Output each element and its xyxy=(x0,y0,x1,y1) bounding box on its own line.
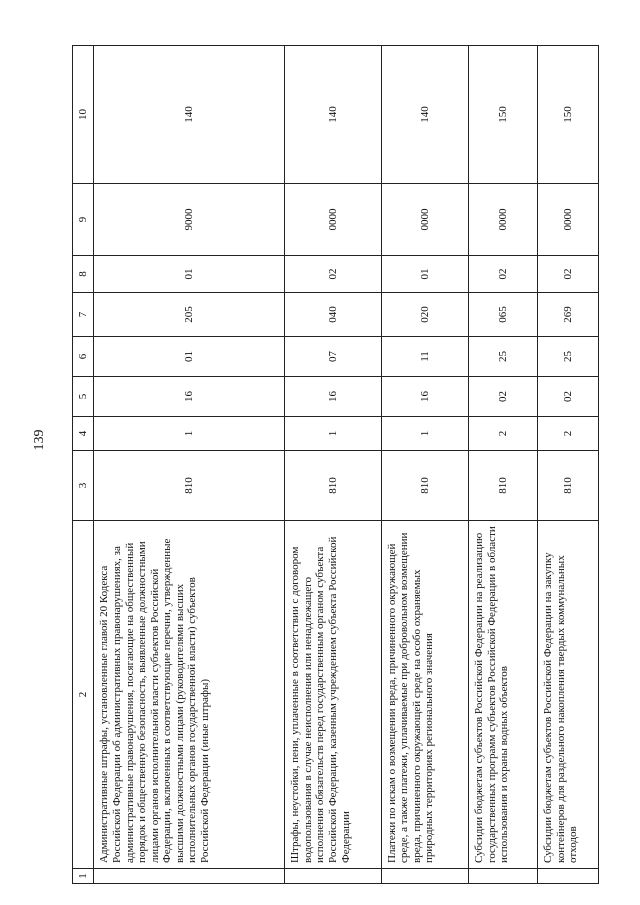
table-cell: 25 xyxy=(538,337,599,377)
table-cell: 150 xyxy=(538,46,599,184)
table-cell xyxy=(381,869,468,884)
header-cell: 2 xyxy=(73,521,94,869)
table-cell: 810 xyxy=(285,451,381,521)
table-cell: 2 xyxy=(468,417,537,451)
table-cell: 25 xyxy=(468,337,537,377)
table-cell: 810 xyxy=(468,451,537,521)
table-cell: 01 xyxy=(381,256,468,293)
table-cell: 0000 xyxy=(285,184,381,256)
page-number: 139 xyxy=(32,429,47,451)
header-cell: 8 xyxy=(73,256,94,293)
header-cell: 6 xyxy=(73,337,94,377)
table-cell: 020 xyxy=(381,293,468,337)
header-cell: 1 xyxy=(73,869,94,884)
table-cell: 02 xyxy=(468,377,537,417)
table-cell: 2 xyxy=(538,417,599,451)
table-cell: 065 xyxy=(468,293,537,337)
table-cell: 11 xyxy=(381,337,468,377)
table-cell: 040 xyxy=(285,293,381,337)
table-cell: 205 xyxy=(94,293,285,337)
description-cell: Субсидии бюджетам субъектов Российской Федерации на реализацию государственных программ субъектов Российской Федерации в области использования и охраны водных объектов xyxy=(468,521,537,869)
table-cell: 16 xyxy=(381,377,468,417)
table-cell: 0000 xyxy=(468,184,537,256)
table-cell: 810 xyxy=(538,451,599,521)
table-cell: 02 xyxy=(538,256,599,293)
table-cell: 810 xyxy=(381,451,468,521)
table-cell: 150 xyxy=(468,46,537,184)
table-cell xyxy=(285,869,381,884)
table-row xyxy=(381,46,468,884)
header-cell: 10 xyxy=(73,46,94,184)
table-cell: 01 xyxy=(94,337,285,377)
table-cell: 01 xyxy=(94,256,285,293)
table-cell: 16 xyxy=(285,377,381,417)
table-cell: 269 xyxy=(538,293,599,337)
table-cell: 810 xyxy=(94,451,285,521)
table-cell: 16 xyxy=(94,377,285,417)
description-cell: Платежи по искам о возмещении вреда, причиненного окружающей среде, а также платежи, уплачиваемые при добровольном возмещении вреда, причиненного окружающей среде на особо охраняемых природных территориях регионального значения xyxy=(381,521,468,869)
table-cell: 02 xyxy=(285,256,381,293)
header-cell: 7 xyxy=(73,293,94,337)
header-cell: 3 xyxy=(73,451,94,521)
table-row xyxy=(94,46,285,884)
table-cell: 0000 xyxy=(538,184,599,256)
table-cell xyxy=(94,869,285,884)
table-cell: 140 xyxy=(381,46,468,184)
header-cell: 9 xyxy=(73,184,94,256)
table-cell: 1 xyxy=(285,417,381,451)
description-cell: Субсидии бюджетам субъектов Российской Федерации на закупку контейнеров для раздельного накопления твердых коммунальных отходов xyxy=(538,521,599,869)
document-table-rotated xyxy=(72,46,599,884)
table-cell: 02 xyxy=(468,256,537,293)
table-row xyxy=(538,46,599,884)
header-cell: 4 xyxy=(73,417,94,451)
table-cell: 140 xyxy=(94,46,285,184)
header-row xyxy=(73,46,94,884)
table-cell: 02 xyxy=(538,377,599,417)
description-cell: Штрафы, неустойки, пени, уплаченные в соответствии с договором водопользования в случае неисполнения или ненадлежащего исполнения обязательств перед государственным органом субъекта Российской Федерации, казенным учреждением субъекта Российской Федерации xyxy=(285,521,381,869)
description-cell: Административные штрафы, установленные главой 20 Кодекса Российской Федерации об административных правонарушениях, за административные правонарушения, посягающие на общественный порядок и общественную безопасность, выявленные должностными лицами органов исполнительной власти субъектов Российской Федерации, включенных в соответствующие перечни, утвержденные высшими должностными лицами (руководителями высших исполнительных органов государственной власти) субъектов Российской Федерации (иные штрафы) xyxy=(94,521,285,869)
table-cell: 1 xyxy=(94,417,285,451)
table-cell: 140 xyxy=(285,46,381,184)
budget-codes-table xyxy=(72,45,599,884)
table-cell: 0000 xyxy=(381,184,468,256)
table-cell: 9000 xyxy=(94,184,285,256)
header-cell: 5 xyxy=(73,377,94,417)
table-cell: 1 xyxy=(381,417,468,451)
table-row xyxy=(468,46,537,884)
table-cell xyxy=(468,869,537,884)
table-cell xyxy=(538,869,599,884)
table-cell: 07 xyxy=(285,337,381,377)
table-row xyxy=(285,46,381,884)
